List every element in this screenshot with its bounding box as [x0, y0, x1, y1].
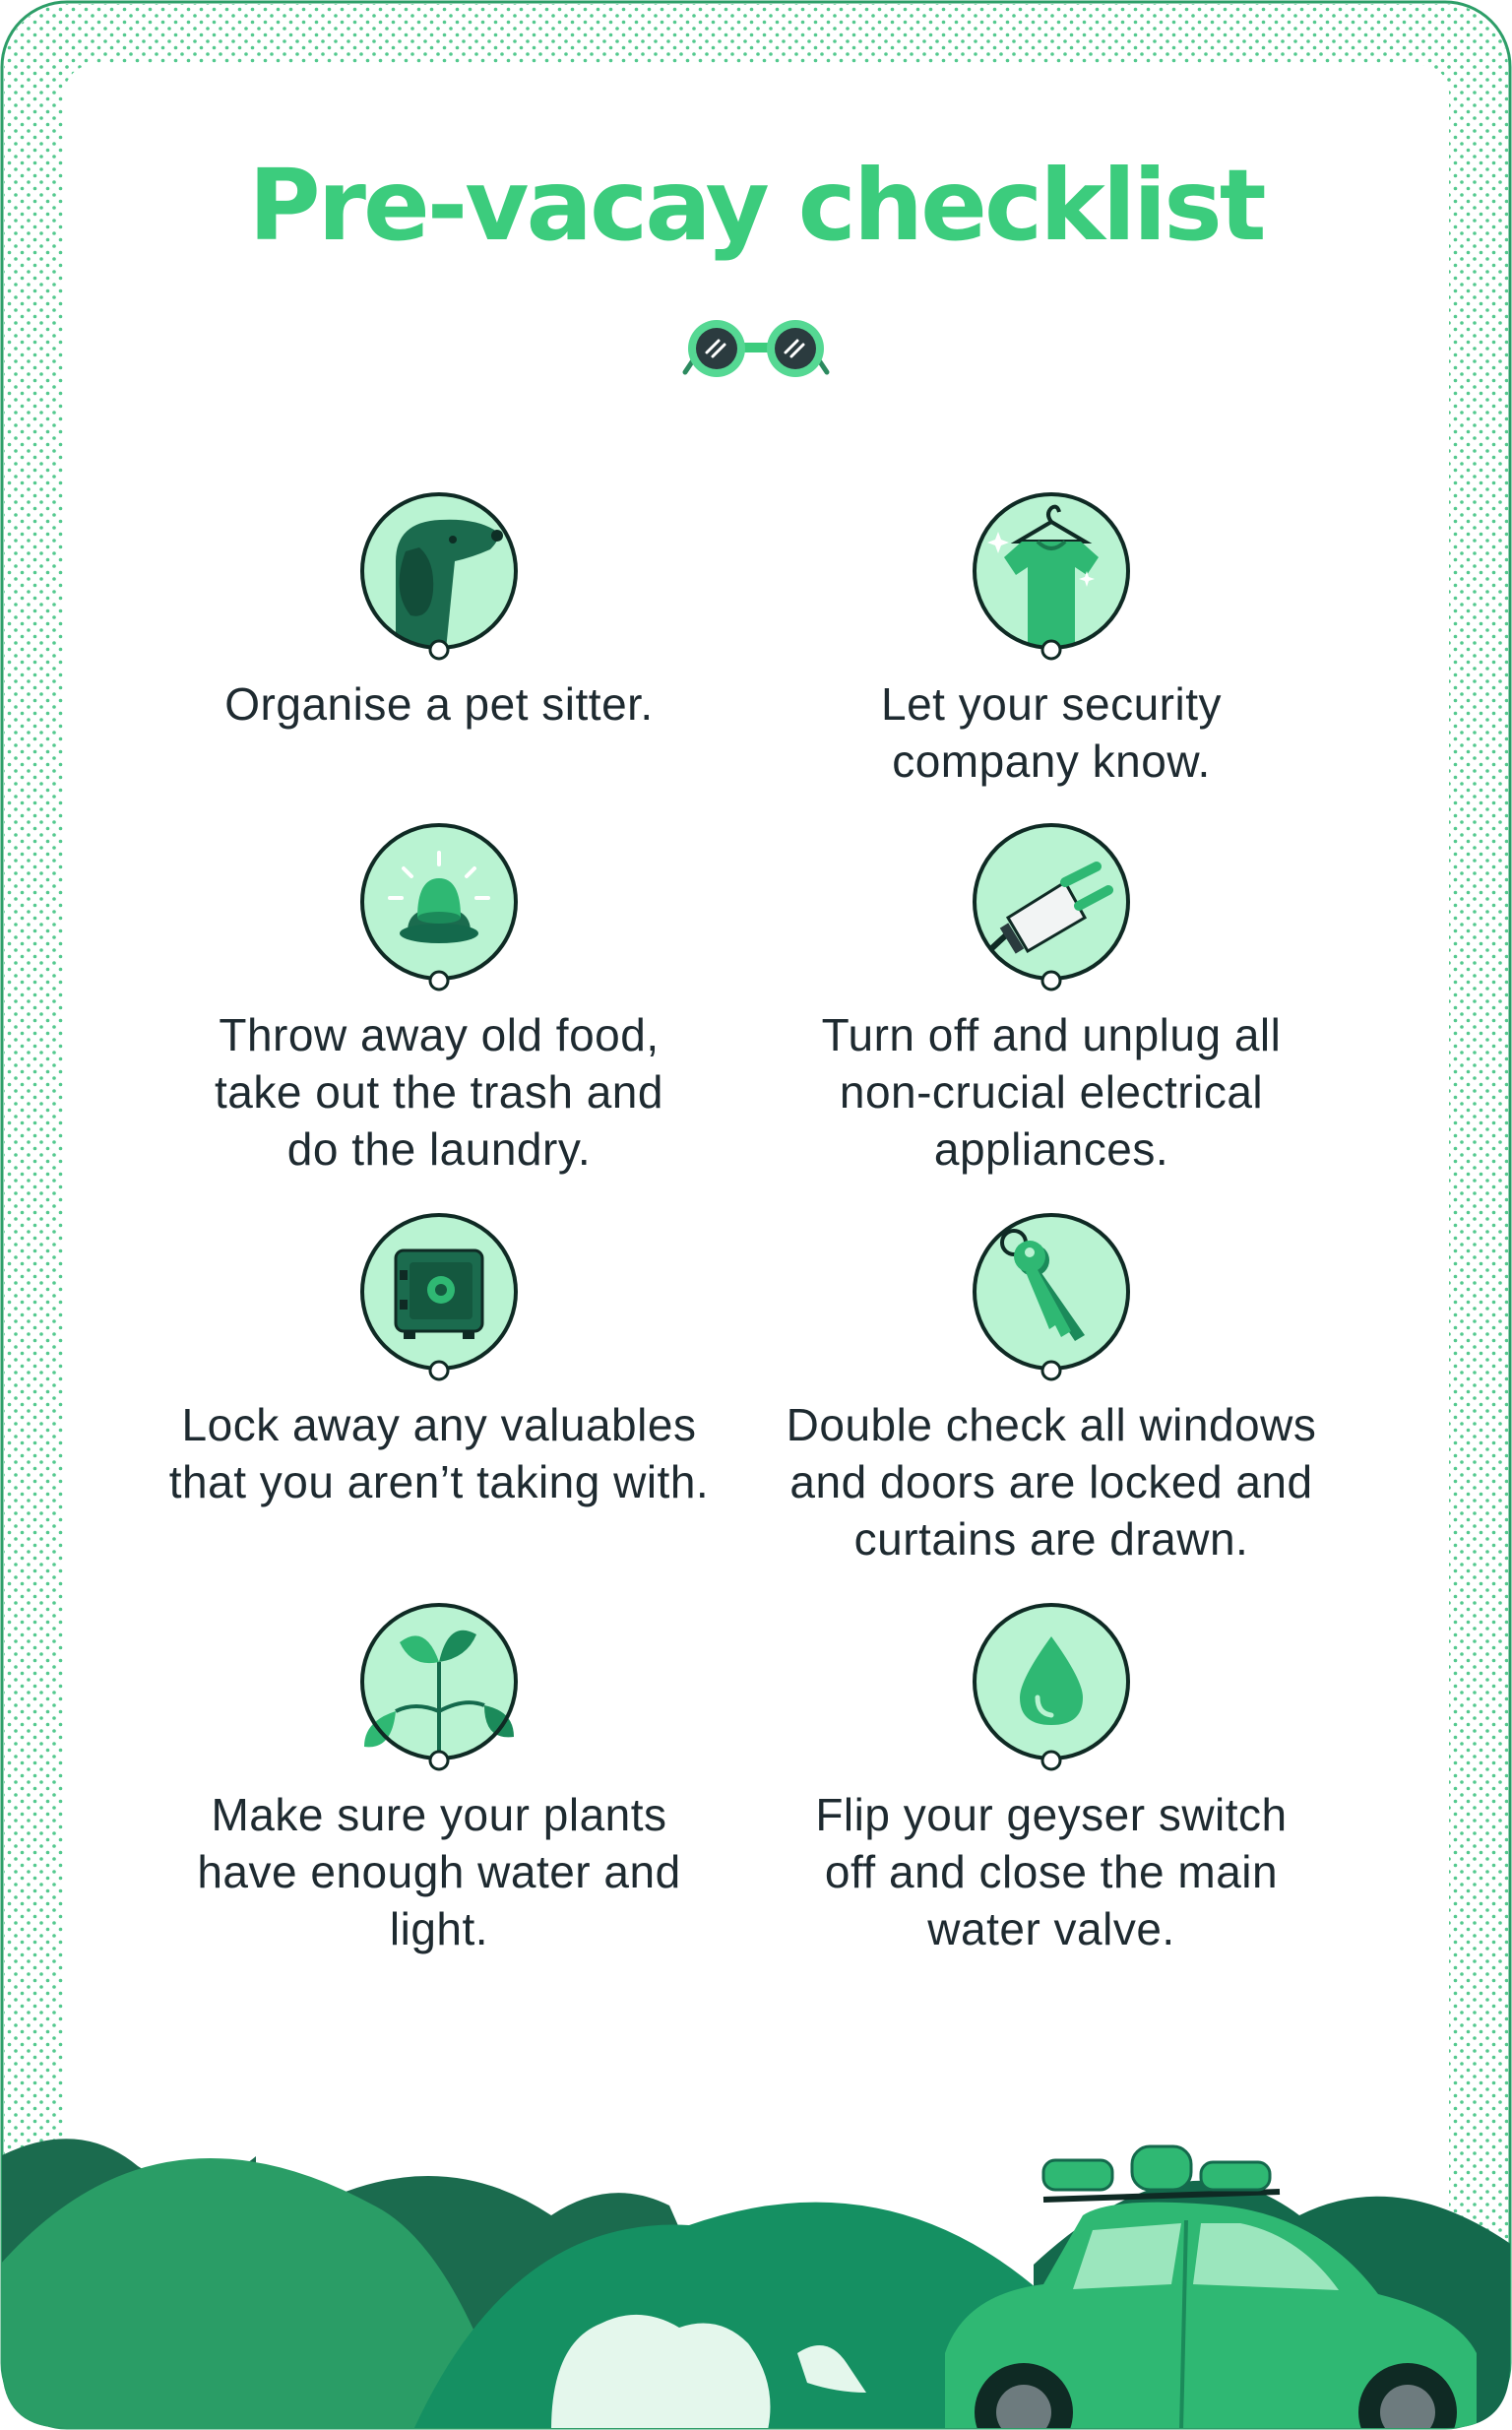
shirt-hanger-icon — [969, 492, 1134, 666]
plug-icon — [969, 823, 1134, 996]
checklist-caption: Organise a pet sitter. — [224, 678, 654, 730]
dog-icon — [356, 492, 522, 666]
water-drop-icon — [969, 1603, 1134, 1776]
safe-icon — [356, 1213, 522, 1386]
checklist-caption: Turn off and unplug all non-crucial electrical appliances. — [821, 1009, 1282, 1175]
plant-icon — [356, 1603, 522, 1776]
page-title: Pre-vacay checklist — [248, 148, 1264, 263]
sunglasses-icon — [677, 317, 835, 392]
keys-icon — [969, 1213, 1134, 1386]
checklist-caption: Flip your geyser switch off and close the main water valve. — [815, 1789, 1288, 1954]
checklist-caption: Lock away any valuables that you aren’t taking with. — [168, 1399, 710, 1507]
checklist-caption: Make sure your plants have enough water and light. — [197, 1789, 681, 1954]
alarm-light-icon — [356, 823, 522, 996]
landscape-car-illustration — [0, 2097, 1512, 2430]
checklist-caption: Double check all windows and doors are locked and curtains are drawn. — [786, 1399, 1317, 1565]
checklist-caption: Throw away old food, take out the trash and do the laundry. — [215, 1009, 663, 1175]
checklist-caption: Let your security company know. — [881, 678, 1222, 787]
